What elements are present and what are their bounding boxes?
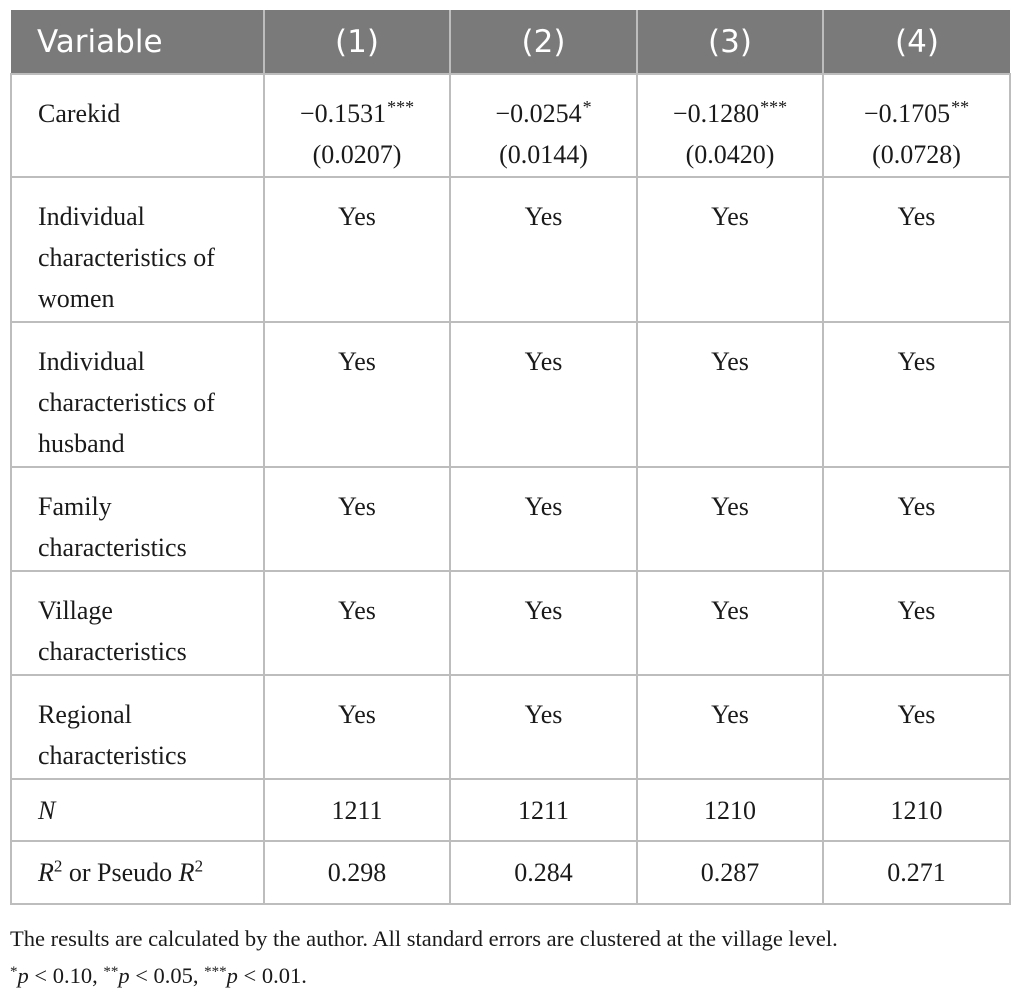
row-label: Regional characteristics bbox=[11, 675, 264, 779]
table-cell: 1211 bbox=[264, 779, 450, 841]
table-cell: 0.271 bbox=[823, 841, 1010, 904]
table-cell: Yes bbox=[637, 467, 823, 571]
row-label: Family characteristics bbox=[11, 467, 264, 571]
table-row-family bbox=[11, 467, 1010, 571]
footnote-line-2: *p < 0.10, **p < 0.05, ***p < 0.01. bbox=[10, 963, 307, 988]
table-cell: Yes bbox=[823, 322, 1010, 467]
coef-value: −0.1280 bbox=[672, 99, 760, 128]
row-label: Individual characteristics of women bbox=[11, 177, 264, 322]
row-label: Individual characteristics of husband bbox=[11, 322, 264, 467]
table-cell: Yes bbox=[264, 467, 450, 571]
table-cell: Yes bbox=[450, 177, 637, 322]
table-cell: 0.298 bbox=[264, 841, 450, 904]
table-cell: 0.287 bbox=[637, 841, 823, 904]
table-cell: 1210 bbox=[823, 779, 1010, 841]
table-cell: Yes bbox=[264, 571, 450, 675]
header-row bbox=[11, 10, 1010, 74]
table-row-regional bbox=[11, 675, 1010, 779]
coef-cell-4 bbox=[823, 74, 1010, 177]
significance-stars: ** bbox=[951, 97, 970, 117]
significance-stars: * bbox=[582, 97, 592, 117]
coef-cell-2 bbox=[450, 74, 637, 177]
table-row-husband bbox=[11, 322, 1010, 467]
std-error: (0.0207) bbox=[312, 140, 402, 169]
table-row-carekid bbox=[11, 74, 1010, 177]
header-col-1: (1) bbox=[264, 10, 450, 74]
header-variable: Variable bbox=[11, 10, 264, 74]
row-label: $R^2$ or Pseudo $R^2$ bbox=[11, 841, 264, 904]
table-cell: Yes bbox=[264, 322, 450, 467]
significance-stars: *** bbox=[387, 97, 415, 117]
table-cell: Yes bbox=[823, 675, 1010, 779]
table-cell: Yes bbox=[637, 675, 823, 779]
table-cell: Yes bbox=[450, 467, 637, 571]
header-col-4: (4) bbox=[823, 10, 1010, 74]
std-error: (0.0728) bbox=[872, 140, 961, 169]
row-label: Village characteristics bbox=[11, 571, 264, 675]
row-label: N bbox=[11, 779, 264, 841]
table-cell: Yes bbox=[823, 571, 1010, 675]
header-col-2: (2) bbox=[450, 10, 637, 74]
table-cell: 1211 bbox=[450, 779, 637, 841]
table-cell: Yes bbox=[450, 571, 637, 675]
header-col-3: (3) bbox=[637, 10, 823, 74]
footnote-line-1: The results are calculated by the author. All standard errors are clustered at the village level. bbox=[10, 926, 838, 951]
table-cell: Yes bbox=[450, 322, 637, 467]
coef-value: −0.0254 bbox=[495, 99, 582, 128]
table-row-r2 bbox=[11, 841, 1010, 904]
results-table-container bbox=[10, 10, 1009, 905]
significance-stars: *** bbox=[760, 97, 788, 117]
table-cell: Yes bbox=[264, 675, 450, 779]
coef-cell-3 bbox=[637, 74, 823, 177]
table-footnote bbox=[10, 920, 1015, 994]
row-label: Carekid bbox=[11, 74, 264, 177]
table-cell: Yes bbox=[637, 571, 823, 675]
table-row-n bbox=[11, 779, 1010, 841]
table-cell: Yes bbox=[823, 467, 1010, 571]
std-error: (0.0144) bbox=[499, 140, 588, 169]
table-cell: Yes bbox=[637, 177, 823, 322]
coef-value: −0.1705 bbox=[863, 99, 951, 128]
std-error: (0.0420) bbox=[685, 140, 775, 169]
coef-cell-1 bbox=[264, 74, 450, 177]
results-table bbox=[10, 10, 1011, 905]
table-cell: Yes bbox=[823, 177, 1010, 322]
coef-value: −0.1531 bbox=[299, 99, 387, 128]
table-cell: Yes bbox=[637, 322, 823, 467]
table-cell: Yes bbox=[450, 675, 637, 779]
table-cell: 0.284 bbox=[450, 841, 637, 904]
table-cell: 1210 bbox=[637, 779, 823, 841]
table-row-women bbox=[11, 177, 1010, 322]
table-cell: Yes bbox=[264, 177, 450, 322]
table-row-village bbox=[11, 571, 1010, 675]
